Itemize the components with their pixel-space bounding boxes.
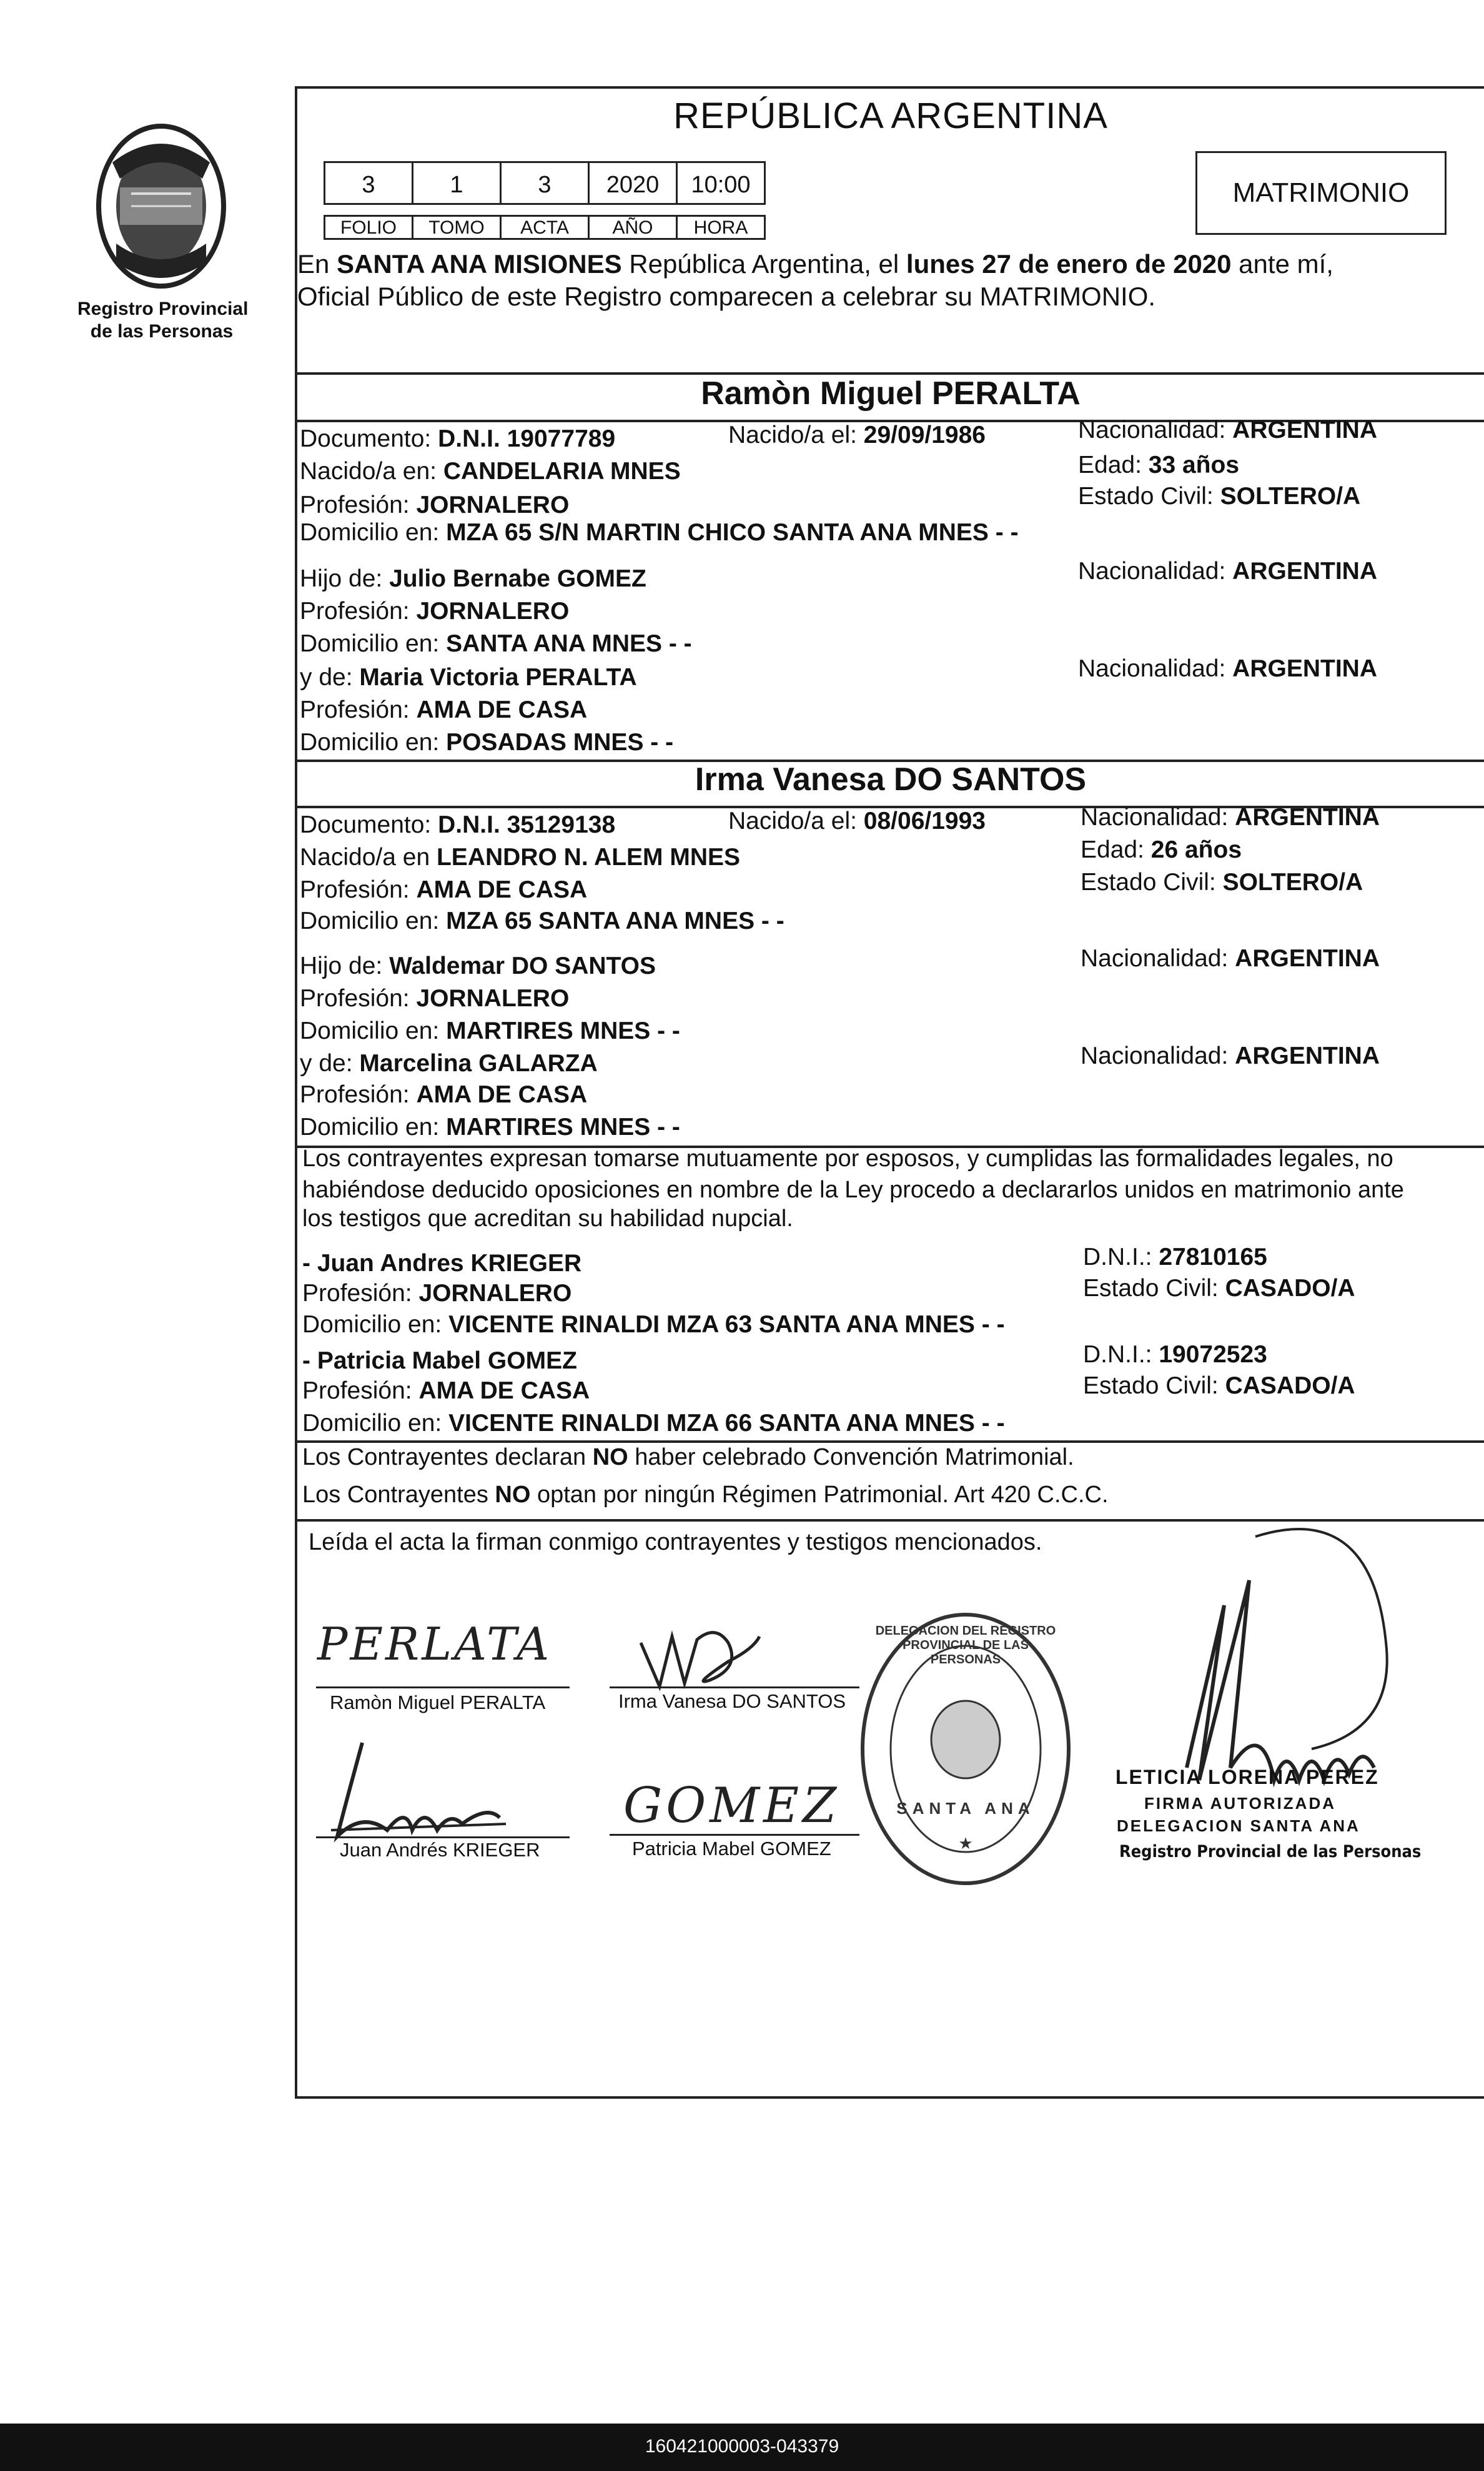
- party2-father-profession: Profesión: JORNALERO: [300, 985, 570, 1012]
- party2-civil-status: Estado Civil: SOLTERO/A: [1081, 869, 1363, 896]
- party1-father-address: Domicilio en: SANTA ANA MNES - -: [300, 630, 692, 657]
- signature-line: [316, 1686, 570, 1688]
- hora-value: 10:00: [676, 161, 766, 205]
- party2-name: Irma Vanesa DO SANTOS: [695, 761, 1087, 798]
- party1-name: Ramòn Miguel PERALTA: [701, 375, 1081, 412]
- witness2-name: - Patricia Mabel GOMEZ: [302, 1347, 577, 1374]
- party1-nationality: Nacionalidad: ARGENTINA: [1078, 417, 1378, 443]
- intro-line-1: [297, 250, 1333, 279]
- convention-line-1: Los Contrayentes declaran NO haber celebrado Convención Matrimonial.: [302, 1444, 1074, 1470]
- stamp-inner-text: SANTA ANA: [896, 1799, 1035, 1818]
- signature-line: [610, 1686, 859, 1688]
- official-handwritten-signature: [1112, 1505, 1405, 1805]
- party1-mother-profession: Profesión: AMA DE CASA: [300, 696, 588, 723]
- anio-value: 2020: [588, 161, 678, 205]
- intro-text-c: ante mí,: [1231, 249, 1333, 279]
- convention-line-2: Los Contrayentes NO optan por ningún Régimen Patrimonial. Art 420 C.C.C.: [302, 1482, 1109, 1508]
- party1-address: Domicilio en: MZA 65 S/N MARTIN CHICO SANTA ANA MNES - -: [300, 519, 1019, 546]
- intro-text-a: En: [297, 249, 337, 279]
- hora-label: HORA: [676, 215, 766, 240]
- witness2-civil-status: Estado Civil: CASADO/A: [1083, 1372, 1355, 1399]
- party1-father: Hijo de: Julio Bernabe GOMEZ: [300, 565, 646, 592]
- party1-age: Edad: 33 años: [1078, 452, 1240, 478]
- stamp-ring-text: DELEGACION DEL REGISTRO PROVINCIAL DE LAS PERSONAS: [875, 1624, 1056, 1666]
- party2-address: Domicilio en: MZA 65 SANTA ANA MNES - -: [300, 908, 784, 934]
- party1-mother-nationality: Nacionalidad: ARGENTINA: [1078, 655, 1378, 682]
- party2-father: Hijo de: Waldemar DO SANTOS: [300, 953, 656, 979]
- bride-signature-label: Irma Vanesa DO SANTOS: [618, 1690, 846, 1712]
- official-stamp: [853, 1605, 1078, 1893]
- party1-civil-status: Estado Civil: SOLTERO/A: [1078, 483, 1361, 510]
- witness1-dni: D.N.I.: 27810165: [1083, 1244, 1267, 1270]
- party2-birthplace: Nacido/a en LEANDRO N. ALEM MNES: [300, 844, 741, 871]
- document-footer: [0, 2424, 1484, 2471]
- registry-name-line2: de las Personas: [90, 321, 234, 342]
- witness1-address: Domicilio en: VICENTE RINALDI MZA 63 SANTA ANA MNES - -: [302, 1311, 1005, 1338]
- party1-document: Documento: D.N.I. 19077789: [300, 425, 616, 452]
- groom-handwritten-signature: PERLATA: [317, 1618, 552, 1670]
- party1-father-nationality: Nacionalidad: ARGENTINA: [1078, 558, 1378, 585]
- party2-father-nationality: Nacionalidad: ARGENTINA: [1081, 945, 1380, 972]
- party2-document: Documento: D.N.I. 35129138: [300, 811, 616, 838]
- tomo-value: 1: [412, 161, 502, 205]
- party1-profession: Profesión: JORNALERO: [300, 492, 570, 518]
- witness2-signature-label: Patricia Mabel GOMEZ: [632, 1838, 831, 1859]
- official-registry: Registro Provincial de las Personas: [1119, 1842, 1422, 1861]
- witness1-name: - Juan Andres KRIEGER: [302, 1250, 582, 1277]
- witness2-handwritten-signature: GOMEZ: [623, 1778, 841, 1834]
- record-type-box: [1195, 151, 1447, 235]
- party1-birthdate: Nacido/a el: 29/09/1986: [728, 422, 986, 448]
- signature-line: [610, 1834, 859, 1836]
- party2-mother: y de: Marcelina GALARZA: [300, 1050, 598, 1077]
- country-title: REPÚBLICA ARGENTINA: [673, 96, 1108, 136]
- folio-label: FOLIO: [324, 215, 413, 240]
- acta-value: 3: [500, 161, 590, 205]
- province-crest-icon: [87, 119, 237, 306]
- registry-name-line1: Registro Provincial: [77, 299, 249, 319]
- document-code: 160421000003-043379: [645, 2436, 839, 2457]
- official-office: DELEGACION SANTA ANA: [1117, 1816, 1360, 1835]
- party2-father-address: Domicilio en: MARTIRES MNES - -: [300, 1018, 680, 1044]
- witness2-address: Domicilio en: VICENTE RINALDI MZA 66 SANTA ANA MNES - -: [302, 1410, 1005, 1437]
- witness1-signature-label: Juan Andrés KRIEGER: [340, 1839, 540, 1861]
- party2-nationality: Nacionalidad: ARGENTINA: [1081, 804, 1380, 831]
- record-type: MATRIMONIO: [1232, 177, 1410, 208]
- witness1-profession: Profesión: JORNALERO: [302, 1280, 572, 1307]
- party2-mother-address: Domicilio en: MARTIRES MNES - -: [300, 1114, 680, 1141]
- witness2-dni: D.N.I.: 19072523: [1083, 1341, 1267, 1368]
- signature-line: [316, 1836, 570, 1838]
- declaration-line-3: los testigos que acreditan su habilidad nupcial.: [302, 1206, 793, 1232]
- party2-profession: Profesión: AMA DE CASA: [300, 876, 588, 903]
- party2-age: Edad: 26 años: [1081, 836, 1242, 863]
- witness2-profession: Profesión: AMA DE CASA: [302, 1377, 590, 1404]
- official-role: FIRMA AUTORIZADA: [1144, 1794, 1337, 1813]
- intro-text-b: República Argentina, el: [621, 249, 906, 279]
- party1-birthplace: Nacido/a en: CANDELARIA MNES: [300, 458, 681, 485]
- intro-date: lunes 27 de enero de 2020: [906, 249, 1232, 279]
- acta-label: ACTA: [500, 215, 590, 240]
- closing-statement: Leída el acta la firman conmigo contrayentes y testigos mencionados.: [309, 1529, 1042, 1555]
- party2-mother-profession: Profesión: AMA DE CASA: [300, 1081, 588, 1108]
- official-name: LETICIA LORENA PEREZ: [1115, 1766, 1379, 1788]
- svg-text:★: ★: [958, 1834, 973, 1853]
- groom-signature-label: Ramòn Miguel PERALTA: [330, 1691, 546, 1713]
- anio-label: AÑO: [588, 215, 678, 240]
- declaration-line-2: habiéndose deducido oposiciones en nombre de la Ley procedo a declararlos unidos en matrimonio ante: [302, 1177, 1404, 1203]
- declaration-line-1: Los contrayentes expresan tomarse mutuamente por esposos, y cumplidas las formalidades legales, no: [302, 1146, 1393, 1172]
- registry-logo: [87, 119, 237, 306]
- intro-place: SANTA ANA MISIONES: [337, 249, 622, 279]
- party1-mother: y de: Maria Victoria PERALTA: [300, 664, 637, 691]
- intro-line-2: Oficial Público de este Registro comparecen a celebrar su MATRIMONIO.: [297, 282, 1156, 311]
- party1-mother-address: Domicilio en: POSADAS MNES - -: [300, 729, 674, 756]
- party2-mother-nationality: Nacionalidad: ARGENTINA: [1081, 1042, 1380, 1069]
- party1-father-profession: Profesión: JORNALERO: [300, 598, 570, 625]
- tomo-label: TOMO: [412, 215, 502, 240]
- party2-birthdate: Nacido/a el: 08/06/1993: [728, 808, 986, 834]
- folio-value: 3: [324, 161, 413, 205]
- witness1-civil-status: Estado Civil: CASADO/A: [1083, 1275, 1355, 1302]
